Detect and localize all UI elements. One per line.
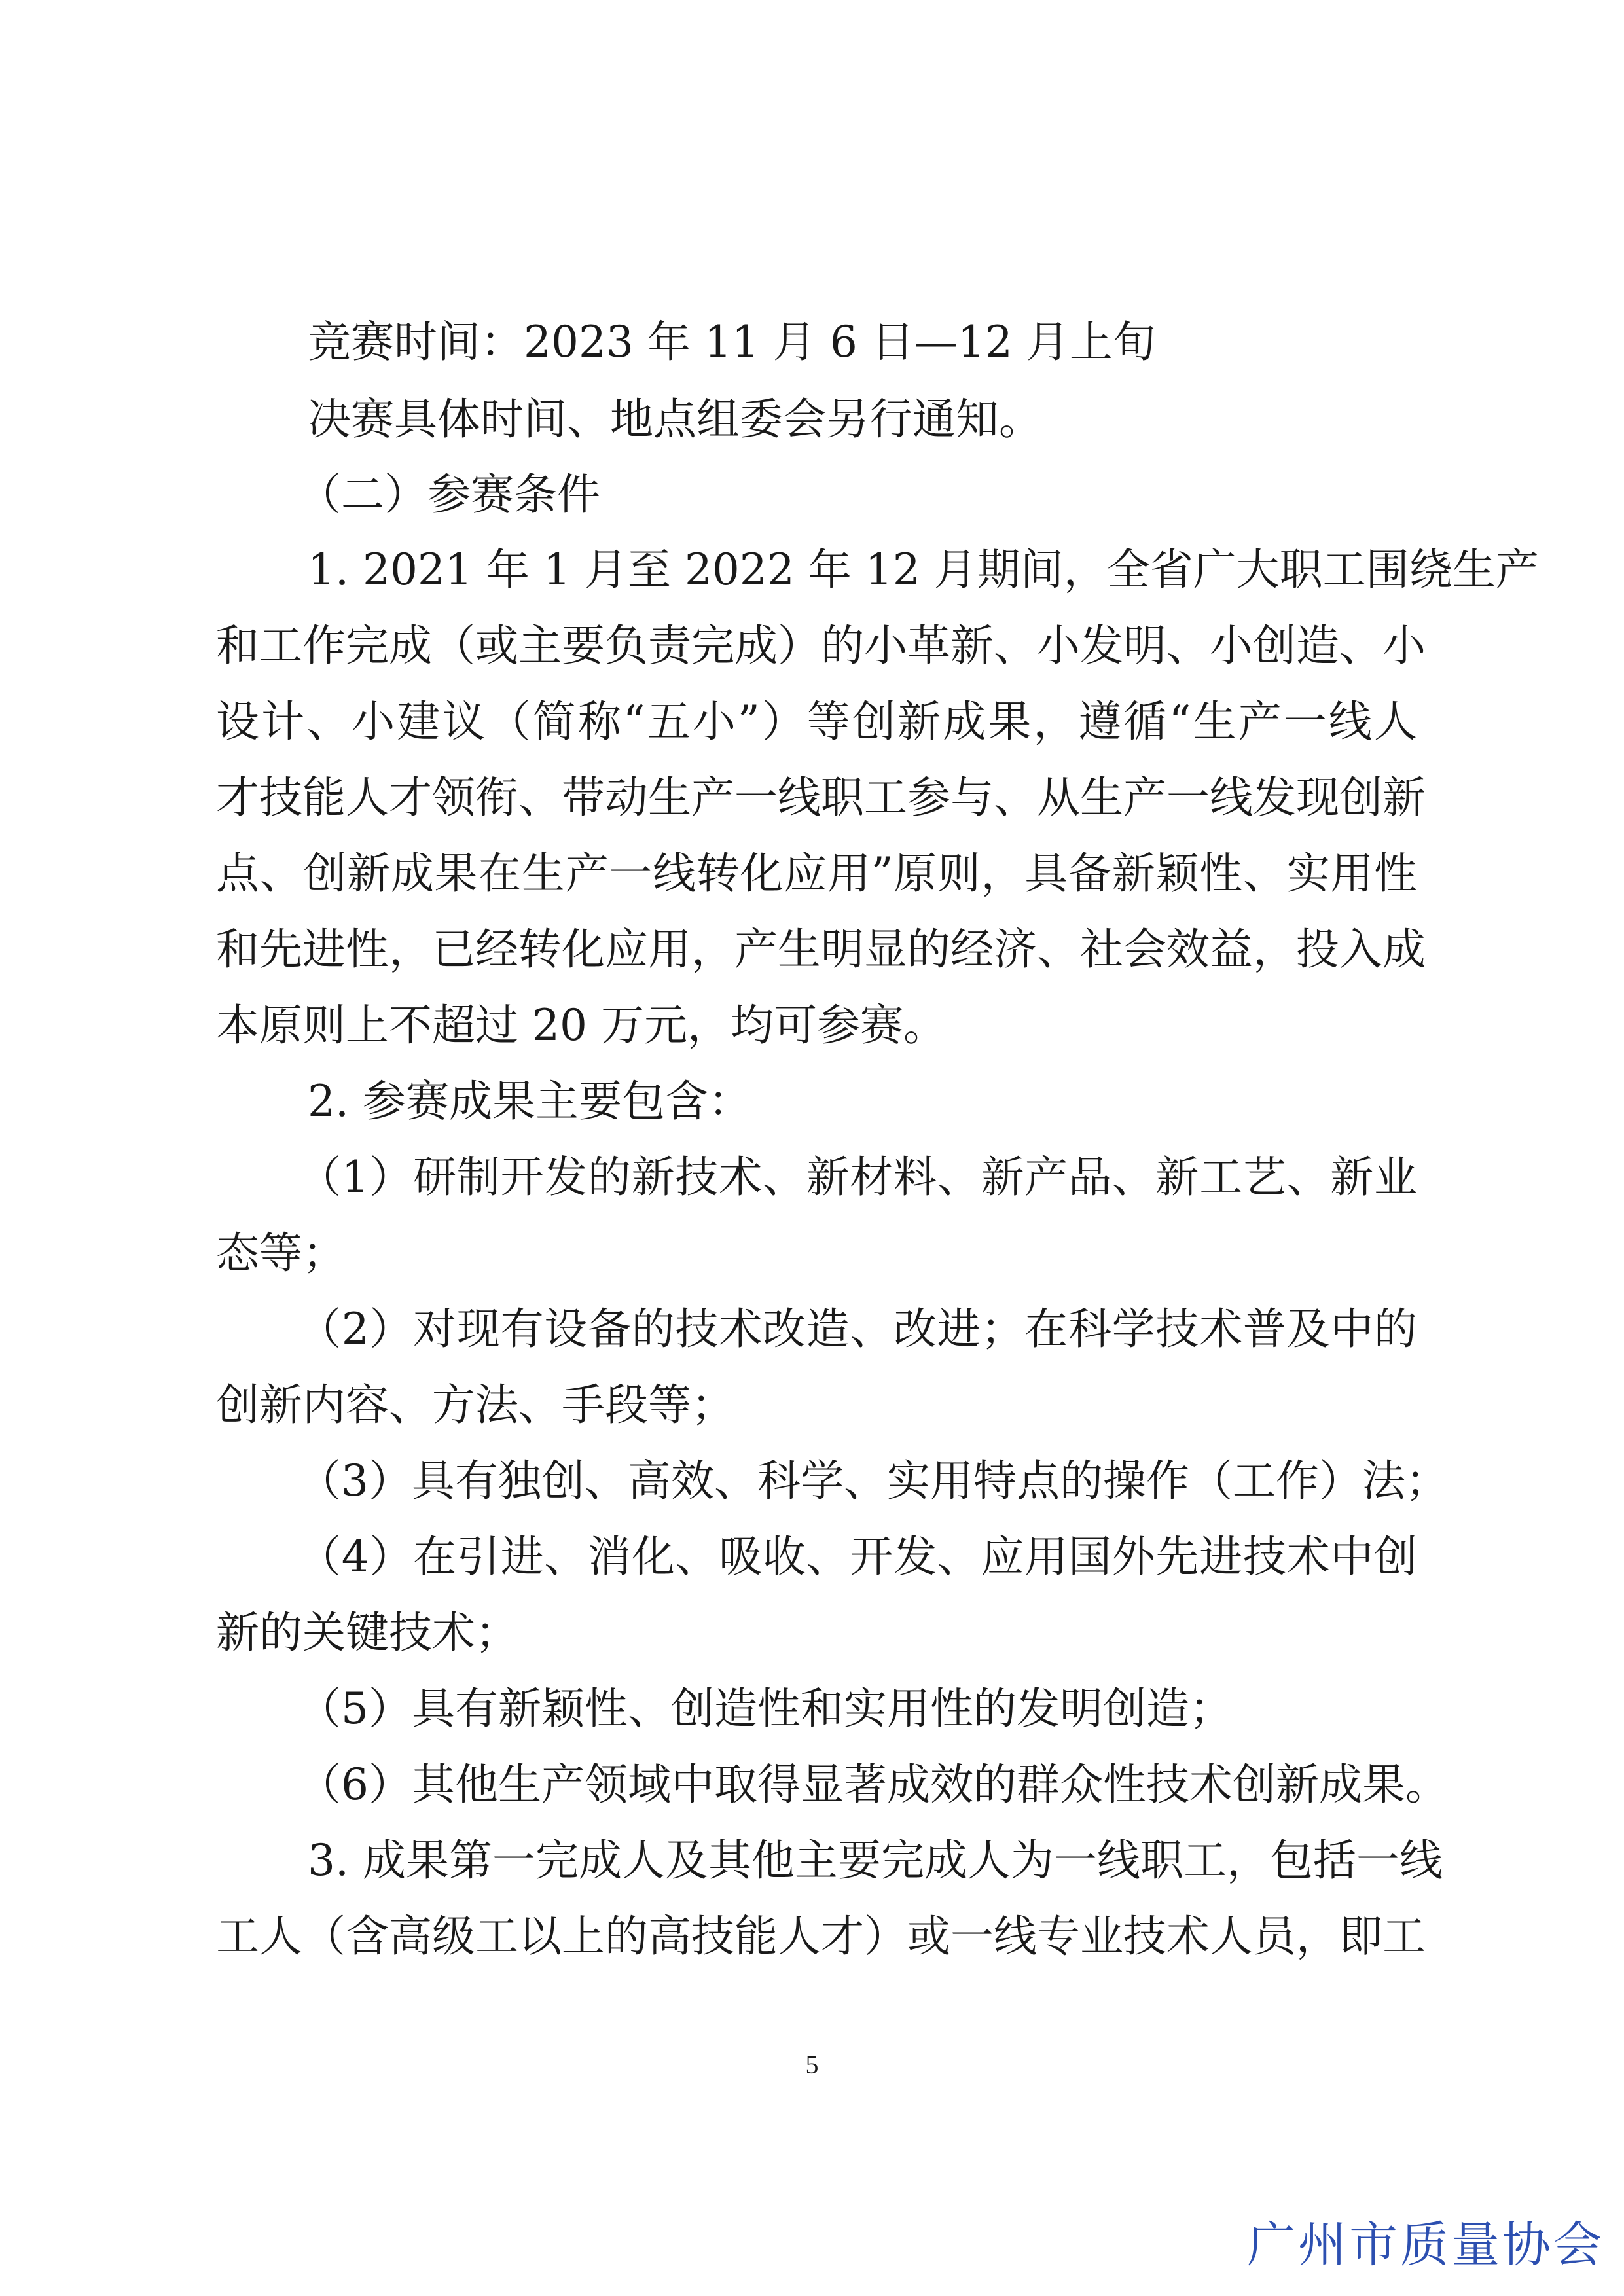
text-line-2: 决赛具体时间、地点组委会另行通知。 (308, 394, 1042, 444)
text-line-12: （1）研制开发的新技术、新材料、新产品、新工艺、新业 (298, 1152, 1417, 1202)
text-line-20: （6）其他生产领域中取得显著成效的群众性技术创新成果。 (298, 1759, 1449, 1810)
text-line-5: 和工作完成（或主要负责完成）的小革新、小发明、小创造、小 (216, 620, 1426, 671)
page-number: 5 (805, 2050, 819, 2079)
watermark: 广州市质量协会 (1247, 2217, 1604, 2273)
text-line-6: 设计、小建议（简称“五小”）等创新成果，遵循“生产一线人 (216, 696, 1417, 747)
text-line-4: 1. 2021 年 1 月至 2022 年 12 月期间，全省广大职工围绕生产 (308, 545, 1539, 595)
text-line-22: 工人（含高级工以上的高技能人才）或一线专业技术人员，即工 (216, 1911, 1426, 1962)
text-line-21: 3. 成果第一完成人及其他主要完成人为一线职工，包括一线 (308, 1835, 1443, 1886)
text-line-15: 创新内容、方法、手段等； (216, 1380, 734, 1430)
text-line-16: （3）具有独创、高效、科学、实用特点的操作（工作）法； (298, 1456, 1449, 1506)
text-line-1: 竞赛时间：2023 年 11 月 6 日—12 月上旬 (308, 317, 1156, 367)
section-heading: （二）参赛条件 (298, 469, 600, 520)
text-line-17: （4）在引进、消化、吸收、开发、应用国外先进技术中创 (298, 1532, 1417, 1582)
text-line-18: 新的关键技术； (216, 1607, 518, 1658)
text-line-11: 2. 参赛成果主要包含： (308, 1076, 751, 1126)
text-line-8: 点、创新成果在生产一线转化应用”原则，具备新颖性、实用性 (216, 848, 1417, 899)
text-line-9: 和先进性，已经转化应用，产生明显的经济、社会效益，投入成 (216, 924, 1426, 975)
text-line-13: 态等； (216, 1228, 346, 1278)
text-line-7: 才技能人才领衔、带动生产一线职工参与、从生产一线发现创新 (216, 772, 1426, 823)
text-line-10: 本原则上不超过 20 万元，均可参赛。 (216, 1000, 947, 1050)
text-line-14: （2）对现有设备的技术改造、改进；在科学技术普及中的 (298, 1304, 1417, 1354)
text-line-19: （5）具有新颖性、创造性和实用性的发明创造； (298, 1683, 1233, 1734)
